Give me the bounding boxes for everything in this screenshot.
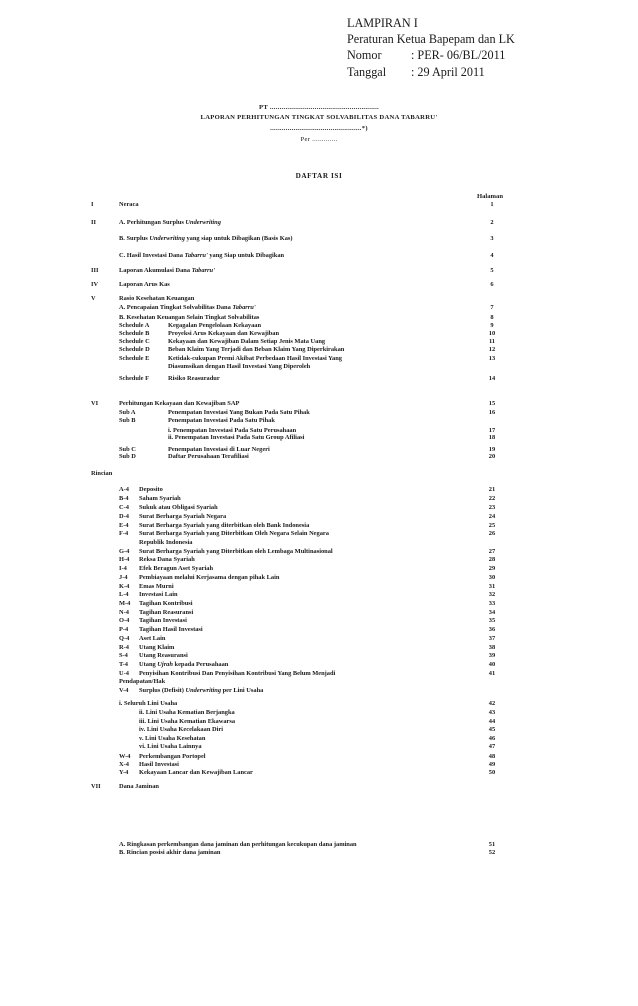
toc-page-number: 3: [490, 235, 494, 242]
toc-row: [0, 718, 638, 726]
toc-code: L-4: [119, 591, 129, 598]
toc-entry-text: Efek Beragun Aset Syariah: [139, 565, 214, 572]
toc-page-number: 51: [488, 841, 496, 848]
toc-page-number: 17: [488, 427, 496, 434]
toc-entry-text: Aset Lain: [139, 635, 166, 642]
toc-code: C-4: [119, 504, 129, 511]
toc-entry-text: i. Penempatan Investasi Pada Satu Perusahaan: [168, 427, 297, 434]
toc-section-number: V: [91, 295, 96, 302]
toc-entry-text: Beban Klaim Yang Terjadi dan Beban Klaim Yang Diperkirakan: [168, 346, 345, 353]
toc-page-number: 36: [488, 626, 496, 633]
toc-page-number: 10: [488, 330, 496, 337]
page-column-heading: Halaman: [477, 193, 504, 200]
toc-page-number: 44: [488, 718, 496, 725]
toc-page-number: 40: [488, 661, 496, 668]
toc-page-number: 32: [488, 591, 496, 598]
toc-page-number: 47: [488, 743, 496, 750]
toc-entry-text: Surplus (Defisit) Underwriting per Lini Usaha: [139, 687, 264, 694]
toc-code: M-4: [119, 600, 131, 607]
toc-entry-text: Kekayaan Lancar dan Kewajiban Lancar: [139, 769, 253, 776]
toc-row: [0, 670, 638, 678]
toc-code: E-4: [119, 522, 129, 529]
toc-page-number: 52: [488, 849, 496, 856]
toc-row: [0, 504, 638, 512]
toc-code: W-4: [119, 753, 131, 760]
toc-row: [0, 495, 638, 503]
toc-entry-text: Utang Ujrah kepada Perusahaan: [139, 661, 229, 668]
toc-row: [0, 267, 638, 275]
toc-row: [0, 470, 638, 478]
toc-row: [0, 556, 638, 564]
toc-code: R-4: [119, 644, 129, 651]
toc-row: [0, 417, 638, 425]
toc-entry-text: Laporan Akumulasi Dana Tabarru': [119, 267, 215, 274]
toc-row: [0, 726, 638, 734]
toc-page-number: 31: [488, 583, 496, 590]
toc-entry-text: Ketidak-cukupan Premi Akibat Perbedaan Hasil Investasi Yang: [168, 355, 342, 362]
toc-entry-text: iii. Lini Usaha Kematian Ekawarsa: [139, 718, 236, 725]
toc-code: Sub D: [119, 453, 136, 460]
toc-entry-text: Penyisihan Kontribusi Dan Penyisihan Kontribusi Yang Belum Menjadi: [139, 670, 336, 677]
toc-code: Y-4: [119, 769, 129, 776]
toc-row: [0, 513, 638, 521]
toc-row: [0, 600, 638, 608]
toc-entry-text: Saham Syariah: [139, 495, 181, 502]
toc-entry-text: Perhitungan Kekayaan dan Kewajiban SAP: [119, 400, 240, 407]
nomor-value: : PER- 06/BL/2011: [411, 48, 506, 63]
toc-page-number: 15: [488, 400, 496, 407]
toc-page-number: 48: [488, 753, 496, 760]
toc-entry-text: Investasi Lain: [139, 591, 178, 598]
toc-code: I-4: [119, 565, 127, 572]
toc-page-number: 8: [490, 314, 494, 321]
toc-row: [0, 409, 638, 417]
toc-code: G-4: [119, 548, 130, 555]
toc-entry-text: A. Perhitungan Surplus Underwriting: [119, 219, 221, 226]
toc-entry-text: v. Lini Usaha Kesehatan: [139, 735, 206, 742]
toc-section-number: I: [91, 201, 94, 208]
regulation-date: [347, 64, 515, 80]
toc-entry-text: Utang Klaim: [139, 644, 175, 651]
toc-entry-text: C. Hasil Investasi Dana Tabarru' yang Siap untuk Dibagikan: [119, 252, 285, 259]
toc-entry-text: Pembiayaan melalui Kerjasama dengan pihak Lain: [139, 574, 280, 581]
toc-entry-text: Rasio Kesehatan Keuangan: [119, 295, 195, 302]
toc-entry-text: Diasumsikan dengan Hasil Investasi Yang Diperoleh: [168, 363, 311, 370]
toc-page-number: 34: [488, 609, 496, 616]
toc-row: [0, 281, 638, 289]
toc-row: [0, 295, 638, 303]
toc-page-number: 22: [488, 495, 496, 502]
toc-page-number: 12: [488, 346, 496, 353]
toc-row: [0, 363, 638, 371]
toc-entry-text: A. Ringkasan perkembangan dana jaminan dan perhitungan kecukupan dana jaminan: [119, 841, 357, 848]
toc-row: [0, 201, 638, 209]
toc-page-number: 1: [490, 201, 494, 208]
toc-entry-text: Reksa Dana Syariah: [139, 556, 195, 563]
toc-entry-text: Kegagalan Pengelolaan Kekayaan: [168, 322, 262, 329]
toc-entry-text: Tagihan Hasil Investasi: [139, 626, 203, 633]
toc-row: [0, 644, 638, 652]
toc-code: Schedule D: [119, 346, 150, 353]
report-period: Per .............: [300, 136, 338, 143]
toc-section-number: III: [91, 267, 99, 274]
toc-row: [0, 687, 638, 695]
toc-page-number: 42: [488, 700, 496, 707]
toc-page-number: 7: [490, 304, 494, 311]
toc-row: [0, 841, 638, 849]
toc-code: P-4: [119, 626, 129, 633]
toc-row: [0, 530, 638, 538]
toc-row: [0, 235, 638, 243]
toc-code: F-4: [119, 530, 129, 537]
toc-row: [0, 583, 638, 591]
toc-entry-text: Laporan Arus Kas: [119, 281, 170, 288]
toc-page-number: 25: [488, 522, 496, 529]
toc-page-number: 28: [488, 556, 496, 563]
toc-entry-text: Risiko Reasuradur: [168, 375, 220, 382]
toc-entry-text: Daftar Perusahaan Terafiliasi: [168, 453, 249, 460]
toc-page-number: 23: [488, 504, 496, 511]
toc-row: [0, 338, 638, 346]
toc-page-number: 43: [488, 709, 496, 716]
toc-entry-text: Tagihan Reasuransi: [139, 609, 194, 616]
toc-entry-text: Utang Reasuransi: [139, 652, 188, 659]
toc-row: [0, 609, 638, 617]
toc-entry-text: Deposito: [139, 486, 163, 493]
toc-section-number: II: [91, 219, 96, 226]
toc-page-number: 26: [488, 530, 496, 537]
toc-row: [0, 617, 638, 625]
toc-entry-text: Surat Berharga Syariah Negara: [139, 513, 227, 520]
toc-page-number: 30: [488, 574, 496, 581]
toc-entry-text: Tagihan Investasi: [139, 617, 187, 624]
toc-entry-text: Hasil Investasi: [139, 761, 179, 768]
toc-entry-text: Surat Berharga Syariah yang Diterbitkan oleh Lembaga Multinasional: [139, 548, 333, 555]
toc-page-number: 9: [490, 322, 494, 329]
toc-page-number: 35: [488, 617, 496, 624]
toc-row: [0, 522, 638, 530]
toc-page-number: 5: [490, 267, 494, 274]
toc-page-number: 20: [488, 453, 496, 460]
toc-page-number: 29: [488, 565, 496, 572]
toc-entry-text: Perkembangan Portopel: [139, 753, 206, 760]
toc-row: [0, 769, 638, 777]
toc-heading: DAFTAR ISI: [295, 172, 343, 180]
toc-row: [0, 314, 638, 322]
toc-entry-text: Penempatan Investasi Pada Satu Pihak: [168, 417, 275, 424]
toc-code: Sub C: [119, 446, 136, 453]
toc-section-number: VII: [91, 783, 101, 790]
toc-entry-text: iv. Lini Usaha Kecelakaan Diri: [139, 726, 223, 733]
nomor-label: Nomor: [347, 48, 382, 63]
toc-entry-text: Pendapatan/Hak: [119, 678, 166, 685]
toc-code: J-4: [119, 574, 128, 581]
toc-page-number: 38: [488, 644, 496, 651]
toc-page-number: 2: [490, 219, 494, 226]
toc-row: [0, 304, 638, 312]
toc-code: Schedule A: [119, 322, 150, 329]
tanggal-value: : 29 April 2011: [411, 64, 485, 79]
toc-code: Schedule F: [119, 375, 150, 382]
toc-row: [0, 252, 638, 260]
toc-entry-text: B. Rincian posisi akhir dana jaminan: [119, 849, 221, 856]
toc-entry-text: i. Seluruh Lini Usaha: [119, 700, 178, 707]
toc-entry-text: ii. Lini Usaha Kematian Berjangka: [139, 709, 235, 716]
toc-page-number: 16: [488, 409, 496, 416]
toc-entry-text: Proyeksi Arus Kekayaan dan Kewajiban: [168, 330, 280, 337]
toc-entry-text: Dana Jaminan: [119, 783, 159, 790]
toc-row: [0, 743, 638, 751]
toc-row: [0, 539, 638, 547]
toc-page-number: 45: [488, 726, 496, 733]
toc-code: N-4: [119, 609, 129, 616]
toc-entry-text: Neraca: [119, 201, 139, 208]
toc-code: Schedule E: [119, 355, 150, 362]
toc-section-number: IV: [91, 281, 99, 288]
toc-entry-text: Surat Berharga Syariah yang diterbitkan oleh Bank Indonesia: [139, 522, 310, 529]
toc-entry-text: Penempatan Investasi di Luar Negeri: [168, 446, 270, 453]
toc-code: Sub A: [119, 409, 136, 416]
toc-code: K-4: [119, 583, 130, 590]
toc-page-number: 4: [490, 252, 494, 259]
toc-code: H-4: [119, 556, 130, 563]
toc-row: [0, 453, 638, 461]
toc-entry-text: Sukuk atau Obligasi Syariah: [139, 504, 218, 511]
toc-page-number: 24: [488, 513, 496, 520]
toc-page-number: 33: [488, 600, 496, 607]
toc-row: [0, 652, 638, 660]
toc-code: Q-4: [119, 635, 130, 642]
toc-section-number: VI: [91, 400, 99, 407]
toc-page-number: 6: [490, 281, 494, 288]
toc-row: [0, 400, 638, 408]
toc-page-number: 21: [488, 486, 496, 493]
toc-code: B-4: [119, 495, 129, 502]
toc-entry-text: B. Surplus Underwriting yang siap untuk Dibagikan (Basis Kas): [119, 235, 293, 242]
toc-code: S-4: [119, 652, 128, 659]
toc-code: Schedule B: [119, 330, 150, 337]
toc-code: O-4: [119, 617, 130, 624]
toc-row: [0, 486, 638, 494]
toc-code: U-4: [119, 670, 129, 677]
attachment-header: [347, 15, 515, 80]
toc-row: [0, 678, 638, 686]
attachment-title: LAMPIRAN I: [347, 16, 418, 30]
toc-entry-text: ii. Penempatan Investasi Pada Satu Group Afiliasi: [168, 434, 305, 441]
toc-page-number: 49: [488, 761, 496, 768]
toc-row: [0, 849, 638, 857]
toc-row: [0, 626, 638, 634]
toc-code: Schedule C: [119, 338, 150, 345]
toc-row: [0, 735, 638, 743]
toc-row: [0, 219, 638, 227]
toc-row: [0, 661, 638, 669]
toc-row: [0, 574, 638, 582]
toc-entry-text: Republik Indonesia: [139, 539, 193, 546]
toc-row: [0, 635, 638, 643]
company-line: PT ........................................................: [259, 104, 379, 111]
toc-row: [0, 355, 638, 363]
regulation-name: Peraturan Ketua Bapepam dan LK: [347, 32, 515, 47]
toc-entry-text: Emas Murni: [139, 583, 174, 590]
toc-row: [0, 548, 638, 556]
toc-entry-text: A. Pencapaian Tingkat Solvabilitas Dana Tabarru': [119, 304, 256, 311]
toc-code: V-4: [119, 687, 129, 694]
toc-entry-text: Surat Berharga Syariah yang Diterbitkan Oleh Negara Selain Negara: [139, 530, 329, 537]
toc-row: [0, 375, 638, 383]
toc-page-number: 46: [488, 735, 496, 742]
toc-page-number: 18: [488, 434, 496, 441]
toc-code: T-4: [119, 661, 128, 668]
toc-page-number: 41: [488, 670, 496, 677]
toc-page-number: 39: [488, 652, 496, 659]
toc-page-number: 13: [488, 355, 496, 362]
report-title: LAPORAN PERHITUNGAN TINGKAT SOLVABILITAS DANA TABARRU': [200, 114, 438, 121]
report-subtitle-dots: ...............................................*): [270, 125, 368, 132]
toc-code: A-4: [119, 486, 129, 493]
toc-page-number: 11: [488, 338, 496, 345]
toc-entry-text: Penempatan Investasi Yang Bukan Pada Satu Pihak: [168, 409, 310, 416]
toc-page-number: 14: [488, 375, 496, 382]
toc-row: [0, 753, 638, 761]
toc-row: [0, 434, 638, 442]
toc-code: Sub B: [119, 417, 136, 424]
toc-page-number: 19: [488, 446, 496, 453]
regulation-number: [347, 47, 515, 63]
toc-section-number: Rincian: [91, 470, 113, 477]
toc-code: D-4: [119, 513, 129, 520]
toc-entry-text: Kekayaan dan Kewajiban Dalam Setiap Jenis Mata Uang: [168, 338, 326, 345]
toc-entry-text: vi. Lini Usaha Lainnya: [139, 743, 202, 750]
toc-row: [0, 783, 638, 791]
toc-row: [0, 761, 638, 769]
toc-entry-text: Tagihan Kontribusi: [139, 600, 193, 607]
toc-page-number: 27: [488, 548, 496, 555]
toc-page-number: 50: [488, 769, 496, 776]
toc-row: [0, 565, 638, 573]
toc-row: [0, 322, 638, 330]
toc-row: [0, 700, 638, 708]
toc-row: [0, 709, 638, 717]
toc-row: [0, 330, 638, 338]
toc-code: X-4: [119, 761, 129, 768]
toc-page-number: 37: [488, 635, 496, 642]
toc-row: [0, 346, 638, 354]
toc-row: [0, 591, 638, 599]
tanggal-label: Tanggal: [347, 64, 387, 79]
toc-entry-text: B. Kesehatan Keuangan Selain Tingkat Solvabilitas: [119, 314, 260, 321]
